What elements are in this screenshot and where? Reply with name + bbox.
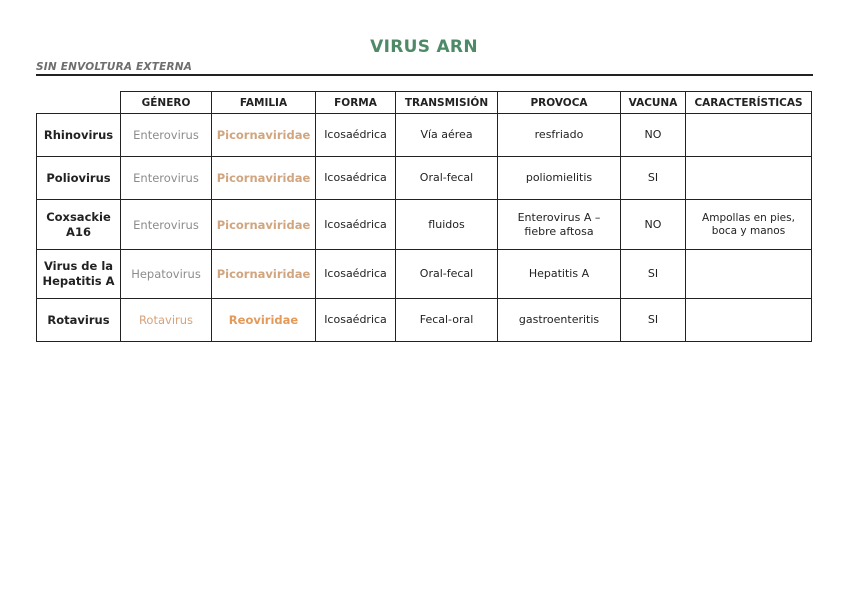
header-provoca: PROVOCA (498, 92, 621, 114)
virus-name-cell: Rotavirus (37, 299, 121, 342)
genus-cell: Hepatovirus (121, 250, 212, 299)
table-row (37, 114, 812, 157)
shape-cell: Icosaédrica (316, 157, 396, 200)
transmission-cell: Oral-fecal (396, 250, 498, 299)
table-header-row (37, 92, 812, 114)
causes-cell: gastroenteritis (498, 299, 621, 342)
header-genero: GÉNERO (121, 92, 212, 114)
features-cell (686, 299, 812, 342)
virus-name-cell: Virus de la Hepatitis A (37, 250, 121, 299)
features-cell (686, 114, 812, 157)
vaccine-cell: NO (621, 114, 686, 157)
table-row (37, 200, 812, 250)
transmission-cell: Vía aérea (396, 114, 498, 157)
causes-cell: poliomielitis (498, 157, 621, 200)
header-familia: FAMILIA (212, 92, 316, 114)
header-transmision: TRANSMISIÓN (396, 92, 498, 114)
features-cell: Ampollas en pies, boca y manos (686, 200, 812, 250)
shape-cell: Icosaédrica (316, 299, 396, 342)
features-cell (686, 157, 812, 200)
family-cell: Picornaviridae (212, 114, 316, 157)
header-caracteristicas: CARACTERÍSTICAS (686, 92, 812, 114)
header-vacuna: VACUNA (621, 92, 686, 114)
causes-cell: Hepatitis A (498, 250, 621, 299)
shape-cell: Icosaédrica (316, 200, 396, 250)
transmission-cell: fluidos (396, 200, 498, 250)
vaccine-cell: SI (621, 157, 686, 200)
genus-cell: Enterovirus (121, 200, 212, 250)
transmission-cell: Fecal-oral (396, 299, 498, 342)
causes-cell: resfriado (498, 114, 621, 157)
virus-name-cell: Coxsackie A16 (37, 200, 121, 250)
virus-table (36, 91, 812, 342)
header-forma: FORMA (316, 92, 396, 114)
family-cell: Picornaviridae (212, 200, 316, 250)
page-title: VIRUS ARN (370, 37, 478, 57)
transmission-cell: Oral-fecal (396, 157, 498, 200)
family-cell: Reoviridae (212, 299, 316, 342)
vaccine-cell: SI (621, 250, 686, 299)
section-subtitle: SIN ENVOLTURA EXTERNA (36, 61, 193, 73)
virus-name-cell: Poliovirus (37, 157, 121, 200)
vaccine-cell: NO (621, 200, 686, 250)
shape-cell: Icosaédrica (316, 114, 396, 157)
features-cell (686, 250, 812, 299)
virus-name-cell: Rhinovirus (37, 114, 121, 157)
table-row (37, 157, 812, 200)
family-cell: Picornaviridae (212, 157, 316, 200)
shape-cell: Icosaédrica (316, 250, 396, 299)
header-divider (36, 74, 813, 76)
genus-cell: Rotavirus (121, 299, 212, 342)
header-corner (37, 92, 121, 114)
table-row (37, 250, 812, 299)
causes-cell: Enterovirus A – fiebre aftosa (498, 200, 621, 250)
genus-cell: Enterovirus (121, 157, 212, 200)
family-cell: Picornaviridae (212, 250, 316, 299)
vaccine-cell: SI (621, 299, 686, 342)
table-row (37, 299, 812, 342)
genus-cell: Enterovirus (121, 114, 212, 157)
